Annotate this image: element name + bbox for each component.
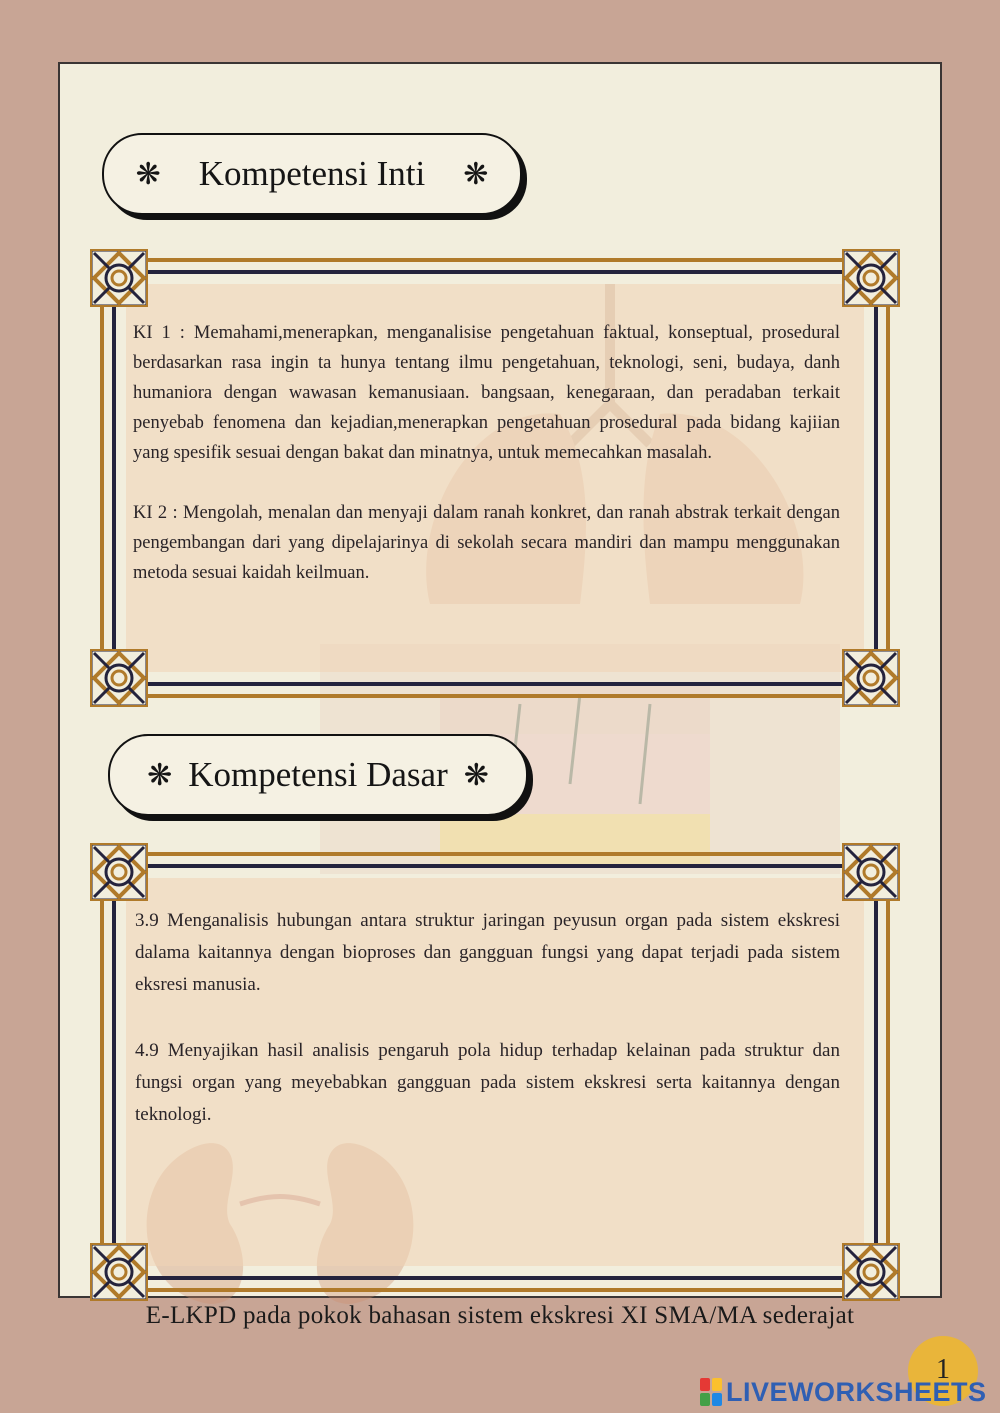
- page-number: 1: [936, 1354, 950, 1385]
- liveworksheets-brand[interactable]: [700, 1377, 987, 1407]
- diamond-knot-ornament-icon: [90, 649, 148, 707]
- diamond-knot-ornament-icon: [90, 843, 148, 901]
- kd-3-9-paragraph: 3.9 Menganalisis hubungan antara struktur jaringan peyusun organ pada sistem ekskresi dalama kaitannya dengan bioproses dan gangguan fungsi yang dapat terjadi pada sistem eksresi manusia.: [135, 910, 840, 995]
- flower-asterisk-icon: ❋: [135, 157, 161, 191]
- kompetensi-dasar-title: Kompetensi Dasar: [188, 755, 448, 794]
- liveworksheets-logo-icon: [700, 1378, 722, 1406]
- kompetensi-dasar-text: [135, 905, 840, 1161]
- ki-1-paragraph: KI 1 : Memahami,menerapkan, menganalisise pengetahuan faktual, konseptual, prosedural berdasarkan rasa ingin ta hunya tentang ilmu pengetahuan, teknologi, seni, budaya, danh humaniora dengan wawasan kemanusiaan. bangsaan, kenegaraan, dan peradaban terkait penyebab fenomena dan kejadian,menerapkan pengetahuan prosedural pada bidang kajiian yang spesifik sesuai dengan bakat dan minatnya, untuk memecahkan masalah.: [133, 323, 840, 463]
- flower-asterisk-icon: ❋: [147, 758, 173, 792]
- diamond-knot-ornament-icon: [90, 249, 148, 307]
- diamond-knot-ornament-icon: [842, 1243, 900, 1301]
- kompetensi-dasar-heading: [108, 734, 528, 816]
- kd-4-9-paragraph: 4.9 Menyajikan hasil analisis pengaruh pola hidup terhadap kelainan pada struktur dan fungsi organ yang meyebabkan gangguan pada sistem ekskresi serta kaitannya dengan teknologi.: [135, 1040, 840, 1125]
- kompetensi-inti-heading: [102, 133, 522, 215]
- flower-asterisk-icon: ❋: [463, 758, 489, 792]
- diamond-knot-ornament-icon: [842, 249, 900, 307]
- ki-2-paragraph: KI 2 : Mengolah, menalan dan menyaji dalam ranah konkret, dan ranah abstrak terkait dengan pengembangan dari yang dipelajarinya di sekolah secara mandiri dan mampu menggunakan metoda sesuai kaidah keilmuan.: [133, 503, 840, 583]
- diamond-knot-ornament-icon: [842, 843, 900, 901]
- footer-caption: E-LKPD pada pokok bahasan sistem ekskresi XI SMA/MA sederajat: [145, 1302, 855, 1329]
- flower-asterisk-icon: ❋: [463, 157, 489, 191]
- kompetensi-inti-title: Kompetensi Inti: [198, 154, 426, 193]
- kompetensi-inti-text: [133, 318, 840, 618]
- diamond-knot-ornament-icon: [842, 649, 900, 707]
- diamond-knot-ornament-icon: [90, 1243, 148, 1301]
- brand-name: LIVEWORKSHEETS: [726, 1376, 987, 1407]
